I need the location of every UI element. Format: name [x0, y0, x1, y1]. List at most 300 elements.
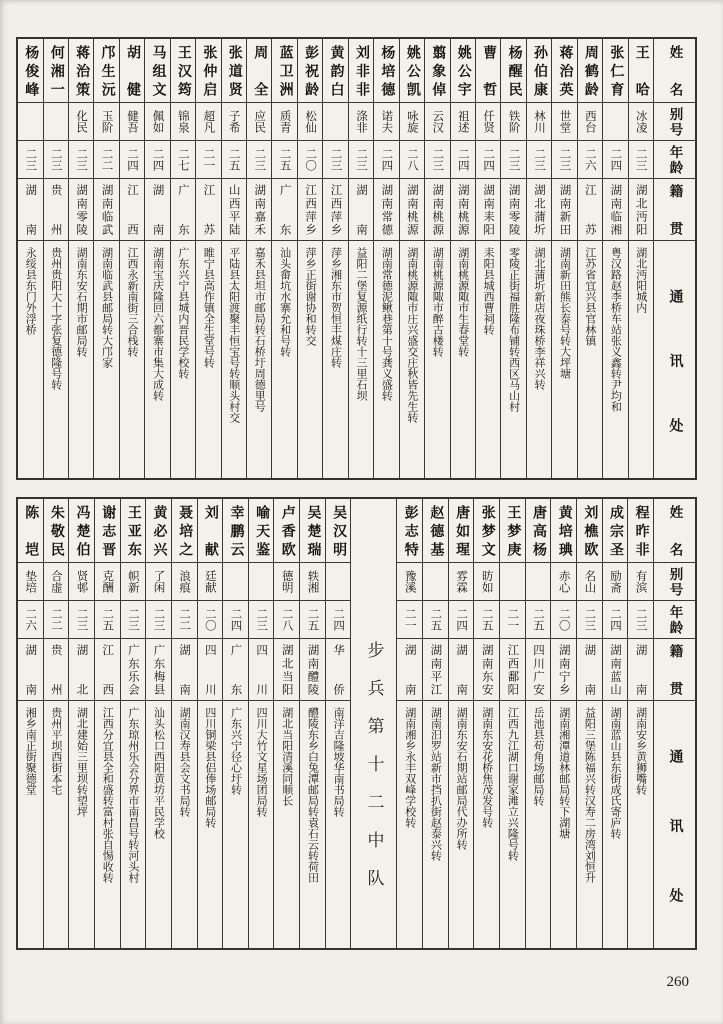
person-contact — [501, 241, 525, 478]
page-number: 260 — [666, 974, 689, 990]
person-age-text: 二五 — [480, 608, 493, 631]
person-contact — [552, 241, 576, 478]
person-contact — [18, 701, 43, 948]
person-alias — [552, 103, 576, 141]
person-name-text: 张仲启 — [201, 45, 217, 96]
person-name — [423, 499, 448, 563]
person-native-text: 湖南零陵 — [507, 184, 520, 235]
person-age-text: 二四 — [229, 608, 242, 631]
person-alias — [451, 103, 475, 141]
person-native-text: 湖南醴陵 — [306, 644, 319, 695]
row-header-alias — [654, 103, 695, 141]
row-header-name — [654, 499, 695, 563]
person-column — [424, 39, 449, 478]
person-age — [145, 141, 169, 179]
person-contact-text: 醴陵东乡白兔潭邮局转袁石云转荷田 — [306, 707, 319, 883]
person-column — [221, 39, 246, 478]
person-contact-text: 睢宁县高作镇全生堂号转 — [202, 247, 215, 368]
person-native — [423, 639, 448, 701]
person-native-text: 湖南 — [24, 644, 37, 695]
person-age-text: 二五 — [227, 148, 240, 171]
person-name — [425, 39, 449, 103]
person-age — [69, 601, 94, 639]
person-name-text: 喻天鉴 — [254, 505, 270, 556]
person-native — [476, 179, 500, 241]
person-native — [500, 639, 525, 701]
person-contact-text: 萍乡正街谢协和转交 — [304, 247, 317, 346]
person-name-text: 何湘一 — [48, 45, 64, 96]
person-alias — [603, 563, 628, 601]
person-name — [145, 39, 169, 103]
person-age-text: 二〇 — [203, 608, 216, 631]
person-name-text: 黄必兴 — [151, 505, 167, 556]
person-native-text: 湖南桃源 — [431, 184, 444, 235]
person-native-text: 四川 — [203, 644, 216, 695]
person-alias-text: 雰霖 — [455, 570, 468, 593]
person-contact — [247, 241, 271, 478]
person-column — [18, 499, 43, 948]
person-column — [348, 39, 373, 478]
person-alias — [222, 103, 246, 141]
row-header-age — [654, 601, 695, 639]
person-native-text: 湖南新田 — [558, 184, 571, 235]
person-column — [93, 39, 118, 478]
person-column — [119, 39, 144, 478]
row-header-age-text: 年龄 — [667, 605, 683, 634]
person-native — [577, 639, 602, 701]
person-alias — [397, 563, 422, 601]
person-contact — [69, 701, 94, 948]
person-native-text: 湖北蒲圻 — [533, 184, 546, 235]
person-alias-text: 玉阶 — [100, 110, 113, 133]
person-contact-text: 江西永新南街三合栈转 — [126, 247, 139, 357]
person-contact — [527, 241, 551, 478]
person-name — [326, 499, 351, 563]
person-contact-text: 湖南新田熊长泰号转大坪塘 — [558, 247, 571, 379]
person-native — [247, 179, 271, 241]
person-native — [298, 179, 322, 241]
person-name-text: 彭志特 — [402, 505, 418, 556]
person-alias-text: 合虚 — [49, 570, 62, 593]
person-name-text: 吴楚瑞 — [305, 505, 321, 556]
person-alias — [171, 103, 195, 141]
person-native-text: 湖南 — [354, 184, 367, 235]
person-contact — [603, 241, 627, 478]
person-alias-text: 应民 — [253, 110, 266, 133]
person-age — [300, 601, 325, 639]
person-contact-text: 湖南常德泥鳅巷第十号龚义盛转 — [380, 247, 393, 401]
person-age — [172, 601, 197, 639]
person-native-text: 湖南 — [151, 184, 164, 235]
person-alias-text: 云汉 — [431, 110, 444, 133]
person-name — [120, 39, 144, 103]
person-age-text: 二五 — [101, 608, 114, 631]
person-name-text: 杨醒民 — [506, 45, 522, 96]
person-native — [400, 179, 424, 241]
person-age-text: 二四 — [380, 148, 393, 171]
row-header-native — [654, 179, 695, 241]
person-name — [577, 499, 602, 563]
row-header-alias — [654, 563, 695, 601]
person-native-text: 广东 — [229, 644, 242, 695]
person-column — [396, 499, 422, 948]
person-alias-text: 祖述 — [456, 110, 469, 133]
person-alias-text: 励斋 — [609, 570, 622, 593]
person-age-text: 二三 — [75, 148, 88, 171]
person-alias-text: 松仙 — [304, 110, 317, 133]
person-age — [349, 141, 373, 179]
person-alias — [95, 563, 120, 601]
person-contact-text: 湖南湘潭道林邮局转下湖塘 — [557, 707, 570, 839]
person-contact — [349, 241, 373, 478]
person-age — [423, 601, 448, 639]
person-name — [146, 499, 171, 563]
person-name — [272, 39, 296, 103]
person-alias — [374, 103, 398, 141]
person-name-text: 蒋治策 — [74, 45, 90, 96]
person-alias — [223, 563, 248, 601]
person-native — [222, 179, 246, 241]
person-name-text: 彭祝龄 — [303, 45, 319, 96]
row-header-alias-text: 别号 — [667, 107, 683, 136]
person-native-text: 江西萍乡 — [329, 184, 342, 235]
person-column — [94, 499, 120, 948]
person-alias-text: 锦泉 — [176, 110, 189, 133]
person-contact — [326, 701, 351, 948]
person-name-text: 谢志晋 — [100, 505, 116, 556]
row-header-contact — [654, 701, 695, 948]
person-native — [603, 179, 627, 241]
person-contact-text: 湖北蒲圻新店夜珠桥李祥兴转 — [533, 247, 546, 390]
person-age — [69, 141, 93, 179]
person-alias — [44, 563, 69, 601]
person-contact-text: 湖南蓝山县东街成氏寄庐转 — [609, 707, 622, 839]
person-age-text: 二五 — [306, 608, 319, 631]
person-age-text: 二三 — [126, 608, 139, 631]
person-contact — [374, 241, 398, 478]
person-contact — [95, 701, 120, 948]
person-contact-text: 湖北沔阳城内 — [634, 247, 647, 313]
person-native — [326, 639, 351, 701]
person-native-text: 湖南桃源 — [456, 184, 469, 235]
person-column — [450, 39, 475, 478]
person-age — [629, 141, 653, 179]
person-contact-text: 广东琼州乐会分界市南昌号转河头村 — [126, 707, 139, 883]
person-native-text: 广东乐会 — [126, 644, 139, 695]
person-name-text: 刘樵欧 — [582, 505, 598, 556]
person-age — [223, 601, 248, 639]
person-age — [400, 141, 424, 179]
person-column — [325, 499, 351, 948]
person-contact-text: 广东兴宁县城内晋民学校转 — [176, 247, 189, 379]
person-name-text: 周鹤龄 — [582, 45, 598, 96]
person-age — [474, 601, 499, 639]
person-alias — [326, 563, 351, 601]
person-name — [449, 499, 474, 563]
person-native — [629, 179, 653, 241]
person-native — [374, 179, 398, 241]
person-contact — [222, 241, 246, 478]
person-name-text: 姚公宇 — [455, 45, 471, 96]
person-native-text: 四川 — [255, 644, 268, 695]
person-alias — [249, 563, 274, 601]
person-alias — [603, 103, 627, 141]
person-age-text: 二七 — [176, 148, 189, 171]
person-contact-text: 江苏省宜兴县官林镇 — [583, 247, 596, 346]
person-native — [300, 639, 325, 701]
person-age-text: 二四 — [609, 148, 622, 171]
person-age-text: 二六 — [583, 148, 596, 171]
person-native-text: 江西 — [126, 184, 139, 235]
person-age-text: 二三 — [329, 148, 342, 171]
person-contact — [526, 701, 551, 948]
person-alias — [474, 563, 499, 601]
person-name-text: 张仁育 — [608, 45, 624, 96]
person-age — [552, 141, 576, 179]
person-native-text: 广东梅县 — [152, 644, 165, 695]
person-contact — [249, 701, 274, 948]
person-alias-text: 超凡 — [202, 110, 215, 133]
person-age — [577, 601, 602, 639]
person-contact-text: 湖北当阳清溪同顺长 — [280, 707, 293, 806]
person-contact-text: 湖南桃源陬市醉古楼转 — [431, 247, 444, 357]
person-native — [18, 179, 42, 241]
person-age-text: 二三 — [354, 148, 367, 171]
person-column — [550, 499, 576, 948]
person-alias — [527, 103, 551, 141]
person-alias — [500, 563, 525, 601]
person-contact — [145, 241, 169, 478]
person-age — [326, 601, 351, 639]
person-age-text: 二一 — [403, 608, 416, 631]
person-column — [43, 39, 68, 478]
person-column — [273, 499, 299, 948]
person-age — [196, 141, 220, 179]
person-native — [249, 639, 274, 701]
person-contact-text: 萍乡湘东市贺恒丰煤庄转 — [329, 247, 342, 368]
person-contact-text: 湖南汨罗站新市挡扒街赵泰兴转 — [429, 707, 442, 861]
person-age — [146, 601, 171, 639]
person-alias-text: 咏旋 — [405, 110, 418, 133]
person-alias — [501, 103, 525, 141]
person-name-text: 王梦庚 — [505, 505, 521, 556]
person-column — [627, 499, 653, 948]
person-age-text: 二三 — [255, 608, 268, 631]
person-column — [144, 39, 169, 478]
person-column — [448, 499, 474, 948]
row-header-age-text: 年龄 — [667, 145, 683, 174]
person-age — [247, 141, 271, 179]
person-alias-text: 轶湘 — [306, 570, 319, 593]
person-name — [397, 499, 422, 563]
person-name-text: 杨俊峰 — [23, 45, 39, 96]
person-name-text: 蓝卫洲 — [277, 45, 293, 96]
person-column — [297, 39, 322, 478]
person-age-text: 二六 — [24, 608, 37, 631]
person-age-text: 二三 — [24, 148, 37, 171]
person-name-text: 成宗圣 — [608, 505, 624, 556]
person-age — [451, 141, 475, 179]
row-header-column — [653, 39, 695, 478]
person-column — [499, 499, 525, 948]
person-name — [172, 499, 197, 563]
person-contact-text: 湖南东安花桥焦茂发号转 — [480, 707, 493, 828]
person-age-text: 二一 — [506, 608, 519, 631]
person-contact — [603, 701, 628, 948]
person-name-text: 张梦文 — [479, 505, 495, 556]
person-native — [171, 179, 195, 241]
person-name — [451, 39, 475, 103]
person-alias-text: 佩如 — [151, 110, 164, 133]
person-name — [300, 499, 325, 563]
roster-table-top — [16, 37, 697, 480]
person-native — [552, 179, 576, 241]
person-native-text: 广东 — [278, 184, 291, 235]
person-name — [323, 39, 347, 103]
person-name-text: 赵德基 — [428, 505, 444, 556]
person-age — [274, 601, 299, 639]
person-alias-text: 昉如 — [480, 570, 493, 593]
person-native — [425, 179, 449, 241]
person-name-text: 孙伯康 — [532, 45, 548, 96]
person-name-text: 刘非非 — [353, 45, 369, 96]
person-contact-text: 贵州贵阳大十字张复德隆号转 — [49, 247, 62, 390]
person-native — [146, 639, 171, 701]
person-alias — [400, 103, 424, 141]
person-column — [422, 499, 448, 948]
person-alias-text: 铁阶 — [507, 110, 520, 133]
person-native-text: 江苏 — [583, 184, 596, 235]
person-age-text: 二三 — [583, 608, 596, 631]
person-name — [196, 39, 220, 103]
person-age — [18, 141, 42, 179]
person-contact — [474, 701, 499, 948]
person-age-text: 二二 — [178, 608, 191, 631]
person-age — [578, 141, 602, 179]
person-native-text: 湖南东安 — [480, 644, 493, 695]
person-column — [170, 39, 195, 478]
person-native-text: 湖南 — [403, 644, 416, 695]
person-name — [298, 39, 322, 103]
person-alias-text: 贤邨 — [75, 570, 88, 593]
person-contact — [577, 701, 602, 948]
person-age-text: 二四 — [482, 148, 495, 171]
person-age — [449, 601, 474, 639]
person-native-text: 湖南临武 — [100, 184, 113, 235]
person-alias — [121, 563, 146, 601]
person-alias — [198, 563, 223, 601]
person-alias-text: 垫培 — [24, 570, 37, 593]
person-name-text: 唐如瑆 — [454, 505, 470, 556]
person-name-text: 黄培琠 — [556, 505, 572, 556]
person-alias — [423, 563, 448, 601]
person-contact — [397, 701, 422, 948]
person-alias — [578, 103, 602, 141]
person-age-text: 二三 — [152, 608, 165, 631]
person-native-text: 江西 — [101, 644, 114, 695]
person-contact-text: 南洋吉隆坡华南书局转 — [332, 707, 345, 817]
row-header-native-text: 籍贯 — [667, 184, 683, 235]
person-age — [501, 141, 525, 179]
person-alias — [94, 103, 118, 141]
person-column — [120, 499, 146, 948]
person-native-text: 湖南平江 — [429, 644, 442, 695]
person-native-text: 湖南 — [455, 644, 468, 695]
person-alias — [349, 103, 373, 141]
person-age — [397, 601, 422, 639]
person-native-text: 四川广安 — [532, 644, 545, 695]
person-name-text: 幸鹏云 — [228, 505, 244, 556]
person-name-text: 卢香欧 — [279, 505, 295, 556]
person-alias-text: 豫溪 — [403, 570, 416, 593]
person-age — [603, 601, 628, 639]
person-age — [198, 601, 223, 639]
person-column — [145, 499, 171, 948]
person-native-text: 湖南桃源 — [405, 184, 418, 235]
person-native-text: 湖南零陵 — [75, 184, 88, 235]
person-column — [577, 39, 602, 478]
person-name — [121, 499, 146, 563]
person-native — [69, 179, 93, 241]
person-native-text: 湖南耒阳 — [482, 184, 495, 235]
person-alias-text: 帜新 — [126, 570, 139, 593]
person-age — [500, 601, 525, 639]
row-header-native — [654, 639, 695, 701]
person-contact — [18, 241, 42, 478]
person-alias — [69, 563, 94, 601]
person-age — [272, 141, 296, 179]
person-contact-text: 汕头畲坑水寨允和号转 — [278, 247, 291, 357]
person-name-text: 周全 — [252, 45, 268, 96]
person-contact-text: 四川大竹文星场团局转 — [255, 707, 268, 817]
person-contact — [272, 241, 296, 478]
person-alias-text: 健吾 — [126, 110, 139, 133]
person-age — [527, 141, 551, 179]
person-name — [249, 499, 274, 563]
row-header-contact-text: 通讯处 — [667, 289, 683, 432]
person-contact — [298, 241, 322, 478]
person-column — [322, 39, 347, 478]
person-contact-text: 湖南湘乡永丰双峰学校转 — [403, 707, 416, 828]
person-column — [197, 499, 223, 948]
person-alias-text: 涤非 — [354, 110, 367, 133]
person-name — [247, 39, 271, 103]
person-alias-text: 有滨 — [634, 570, 647, 593]
person-contact — [423, 701, 448, 948]
person-native — [95, 639, 120, 701]
unit-label: 步兵第十二中队 — [364, 641, 384, 907]
person-age-text: 二五 — [278, 148, 291, 171]
person-contact — [171, 241, 195, 478]
person-alias — [551, 563, 576, 601]
person-alias-text: 质青 — [278, 110, 291, 133]
person-contact — [500, 701, 525, 948]
person-name — [629, 39, 653, 103]
person-native — [274, 639, 299, 701]
row-header-column — [653, 499, 695, 948]
person-name-text: 姚公凯 — [404, 45, 420, 96]
person-contact — [274, 701, 299, 948]
person-contact-text: 汕头松口西阳黄坊平民学校 — [152, 707, 165, 839]
person-age — [44, 601, 69, 639]
person-name — [223, 499, 248, 563]
person-native — [44, 179, 68, 241]
person-alias — [18, 103, 42, 141]
row-header-contact-text: 通讯处 — [667, 749, 683, 902]
person-alias — [146, 563, 171, 601]
person-contact — [628, 701, 653, 948]
person-name — [527, 39, 551, 103]
